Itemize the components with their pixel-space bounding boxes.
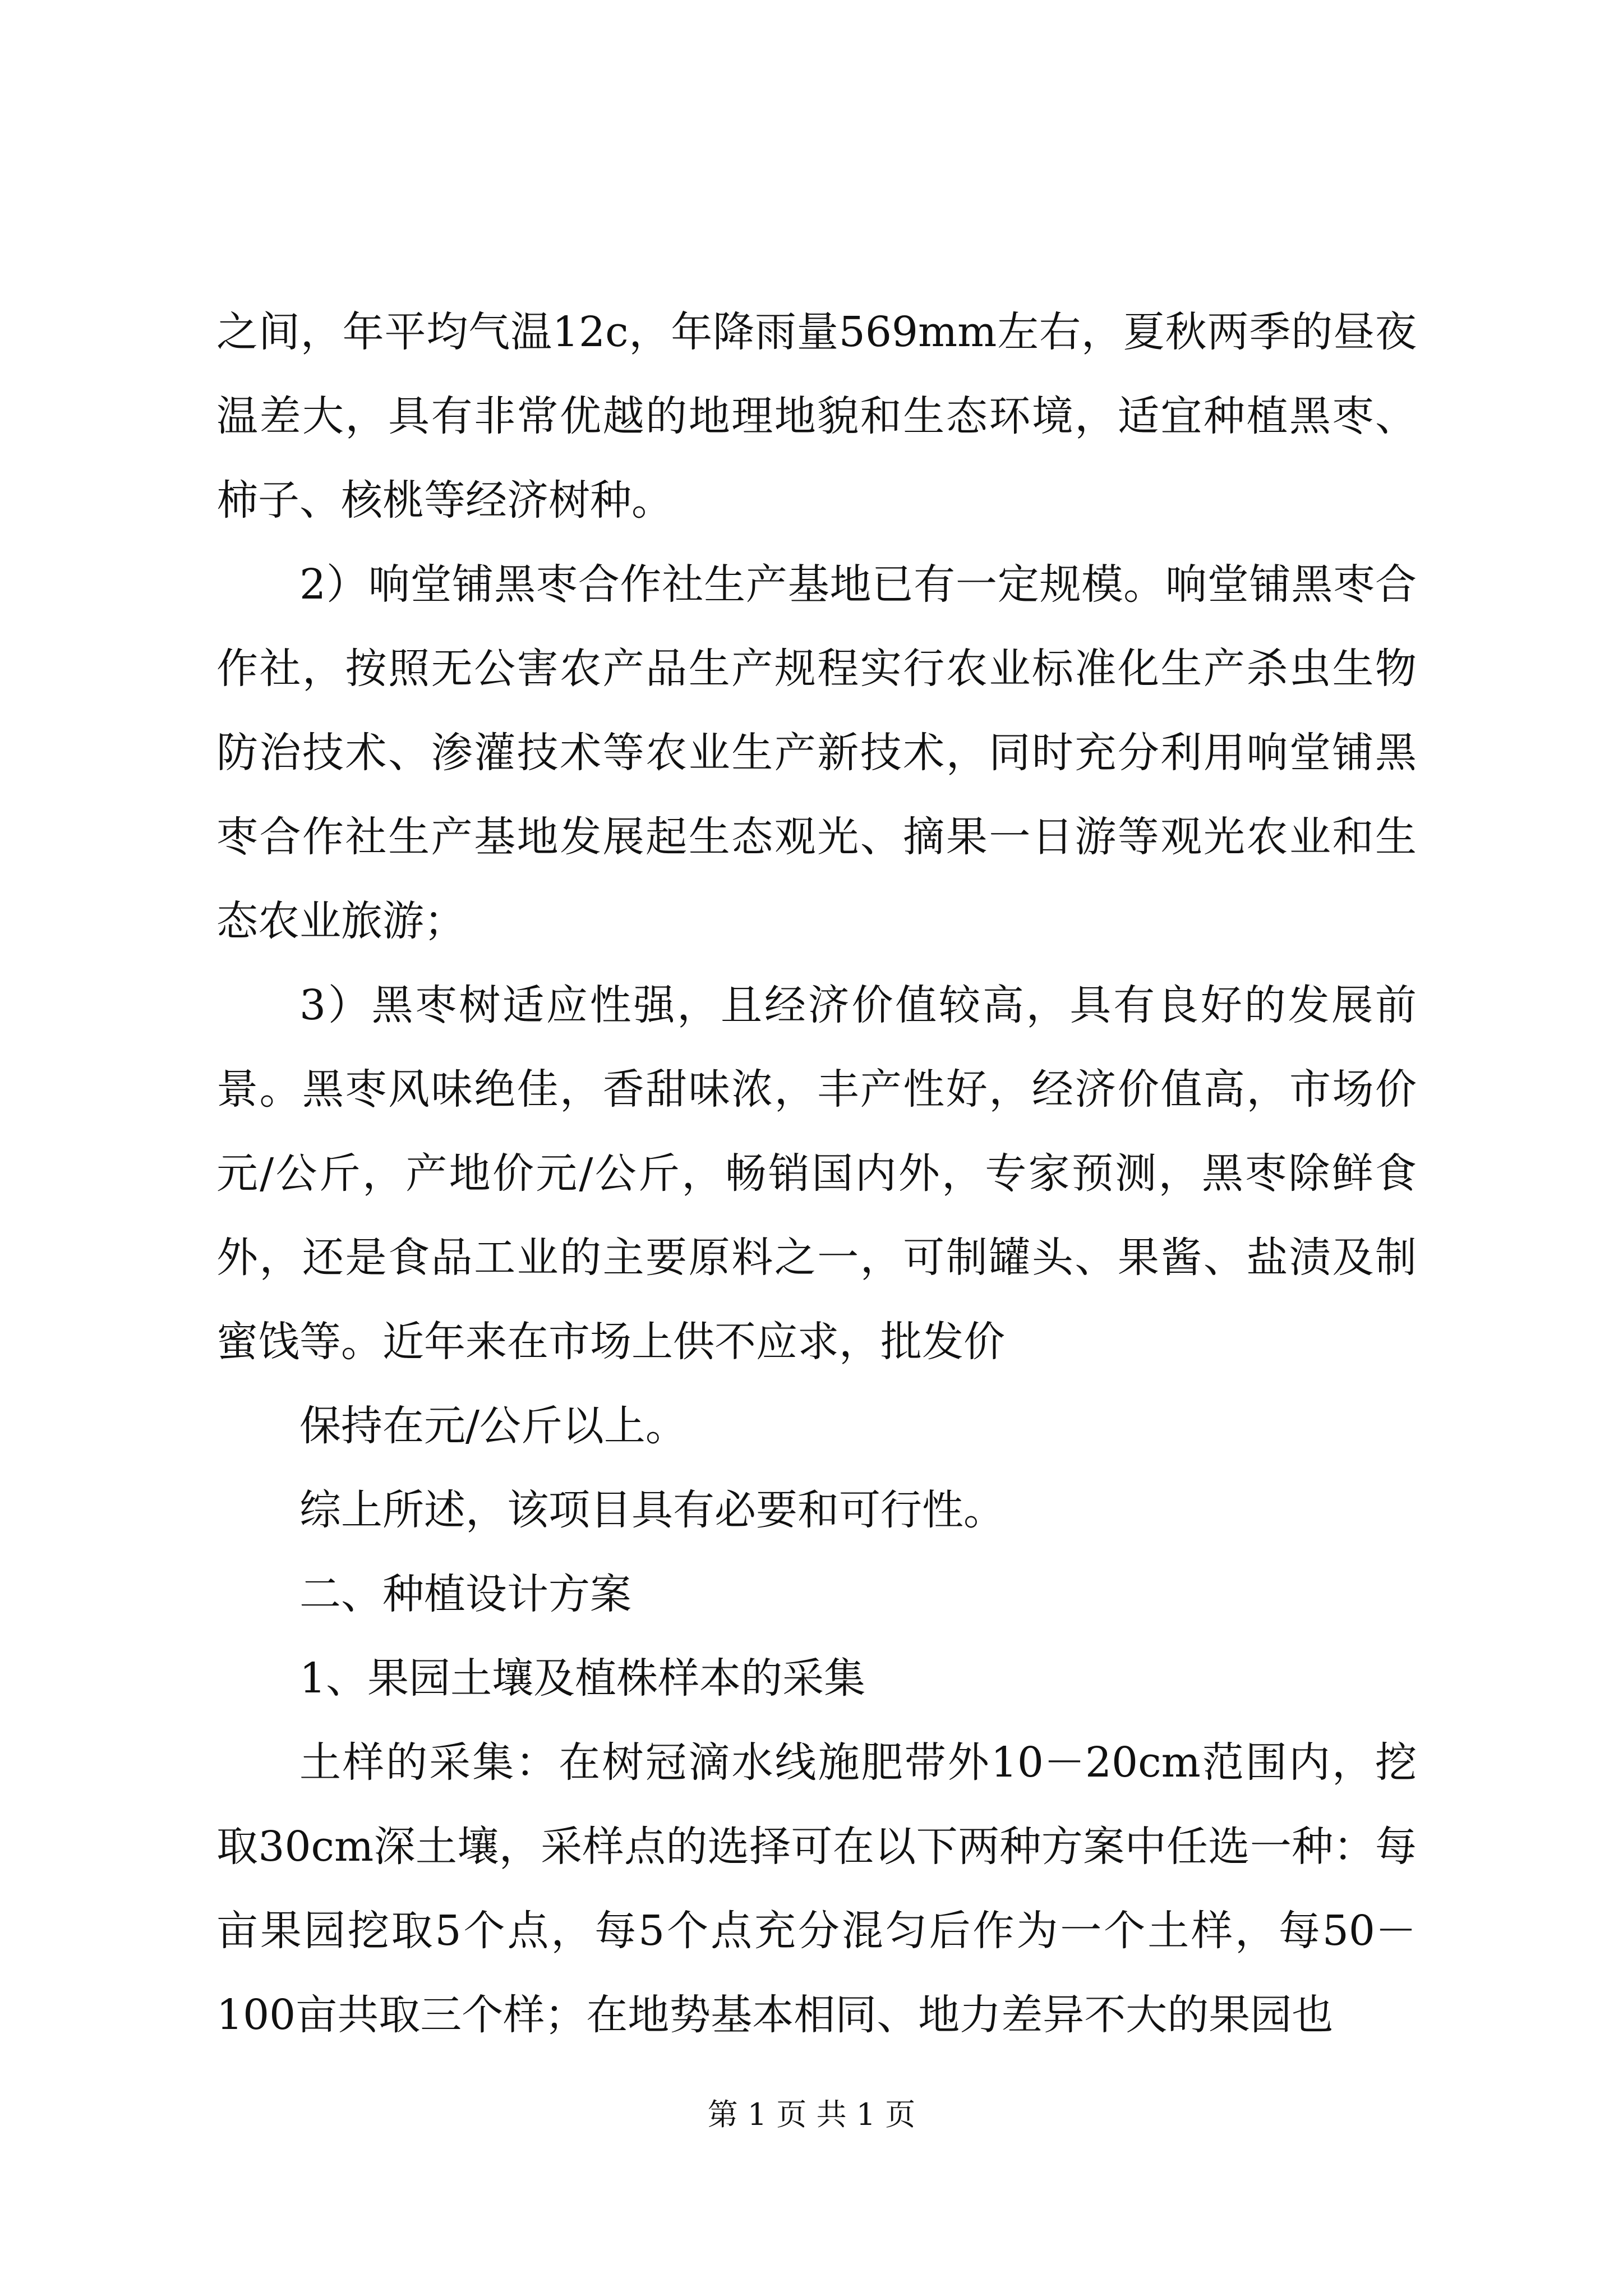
subsection-heading-sampling: 1、果园土壤及植株样本的采集 (299, 1654, 866, 1703)
paragraph-climate: 之间，年平均气温12c，年降雨量569mm左右，夏秋两季的昼夜温差大，具有非常优越的地理地貌和生态环境，适宜种植黑枣、柿子、核桃等经济树种。 (216, 308, 1417, 524)
page-footer: 第 1 页 共 1 页 (707, 2097, 916, 2132)
section-heading-planting-plan: 二、种植设计方案 (299, 1570, 631, 1618)
paragraph-conclusion: 综上所述，该项目具有必要和可行性。 (299, 1486, 1005, 1534)
paragraph-wholesale-price: 保持在元/公斤以上。 (299, 1402, 687, 1450)
paragraph-soil-sampling: 土样的采集：在树冠滴水线施肥带外10－20cm范围内，挖取30cm深土壤，采样点的选择可在以下两种方案中任选一种：每亩果园挖取5个点，每5个点充分混匀后作为一个土样，每50－100亩共取三个样；在地势基本相同、地力差异不大的果园也 (216, 1738, 1417, 2039)
document-body (216, 290, 1417, 2057)
paragraph-economic-value: 3）黑枣树适应性强，且经济价值较高，具有良好的发展前景。黑枣风味绝佳，香甜味浓，丰产性好，经济价值高，市场价元/公斤，产地价元/公斤，畅销国内外，专家预测，黑枣除鲜食外，还是食品工业的主要原料之一，可制罐头、果酱、盐渍及制蜜饯等。近年来在市场上供不应求，批发价 (216, 981, 1417, 1366)
paragraph-cooperative-base: 2）响堂铺黑枣合作社生产基地已有一定规模。响堂铺黑枣合作社，按照无公害农产品生产规程实行农业标准化生产杀虫生物防治技术、渗灌技术等农业生产新技术，同时充分利用响堂铺黑枣合作社生产基地发展起生态观光、摘果一日游等观光农业和生态农业旅游； (216, 560, 1417, 945)
